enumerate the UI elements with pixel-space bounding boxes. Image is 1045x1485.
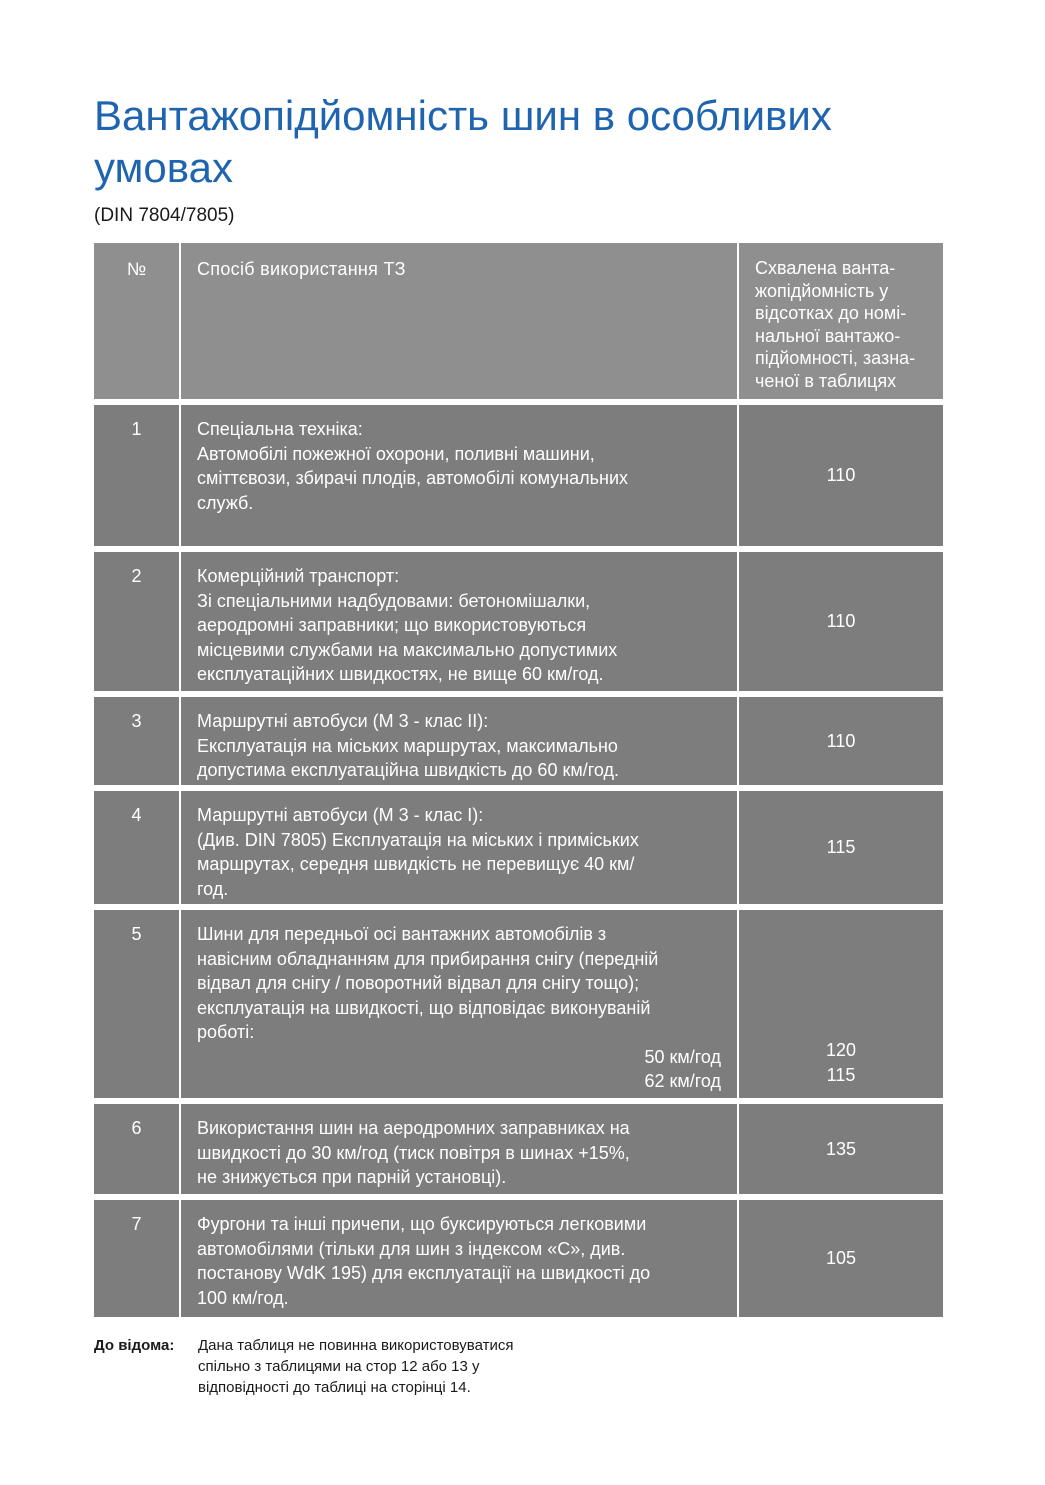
speed-line: 62 км/год [644,1071,721,1091]
description-line: експлуатація на швидкості, що відповідає виконуваній [197,997,651,1018]
table-row [94,552,943,691]
description-line: Автомобілі пожежної охорони, поливні машини, [197,443,595,464]
description-line: Використання шин на аеродромних заправниках на [197,1118,630,1138]
row-number: 1 [94,405,181,546]
capacity-value: 120 [825,1040,857,1060]
description-line: Комерційний транспорт: [197,566,400,586]
table-row [94,910,943,1098]
table-row [94,697,943,785]
description-line: (Див. DIN 7805) Експлуатація на міських і приміських [197,829,639,850]
row-capacity-value: 115 [826,837,856,858]
row-description [181,552,739,691]
row-capacity-value: 110 [826,611,856,632]
row-capacity-value: 110 [826,730,856,751]
description-line: допустима експлуатаційна швидкість до 60 км/год. [197,760,619,780]
table-row [94,405,943,546]
row-capacity-value: 105 [825,1248,857,1269]
description-line: Спеціальна техніка: [197,419,363,439]
description-line: роботі: [197,1022,255,1042]
description-line: служб. [197,492,254,513]
load-capacity-table [94,243,943,1323]
header-capacity: Схвалена ванта- жопідйомність у відсотках до номі- нальної вантажо- підйомності, зазна- ченої в таблицях [755,258,916,391]
footnote-text [198,1335,578,1398]
speed-line: 50 км/год [644,1046,721,1067]
page-subtitle: (DIN 7804/7805) [94,205,235,226]
row-number: 4 [94,791,181,904]
description-line: відвал для снігу / поворотний відвал для снігу тощо); [197,973,640,993]
row-capacity-values [739,910,943,1098]
row-number: 5 [94,910,181,1098]
description-line: год. [197,878,229,899]
description-line: місцевими службами на максимально допустимих [197,639,618,660]
description-line: Експлуатація на міських маршрутах, максимально [197,735,618,756]
description-line: Фургони та інші причепи, що буксируються легковими [197,1214,647,1234]
row-number: 2 [94,552,181,691]
speed-list [197,1045,721,1094]
footnote-label: До відома: [94,1337,175,1354]
row-description [181,1200,739,1317]
footnote-line: Дана таблиця не повинна використовуватися [198,1337,514,1354]
header-usage: Спосіб використання ТЗ [181,243,739,399]
description-line: автомобілями (тільки для шин з індексом «C», див. [197,1238,626,1259]
footnote [94,1335,954,1398]
header-num: № [94,243,181,399]
description-line: аеродромні заправники; що використовуються [197,615,587,635]
row-description [181,1104,739,1194]
row-description [181,697,739,785]
capacity-value: 115 [826,1065,856,1085]
row-description [181,405,739,546]
description-line: навісним обладнанням для прибирання снігу (передній [197,948,659,969]
footnote-line: відповідності до таблиці на сторінці 14. [198,1379,471,1396]
description-line: постанову WdK 195) для експлуатації на швидкості до [197,1263,651,1283]
page-title: Вантажопідйомність шин в особливих умовах [94,92,832,191]
description-line: Зі спеціальними надбудовами: бетономішалки, [197,590,591,611]
description-line: експлуатаційних швидкостях, не вище 60 км/год. [197,664,604,684]
description-line: 100 км/год. [197,1287,289,1308]
description-line: Шини для передньої осі вантажних автомобілів з [197,924,607,944]
description-line: Маршрутні автобуси (M 3 - клас II): [197,711,489,731]
row-number: 3 [94,697,181,785]
description-line: швидкості до 30 км/год (тиск повітря в шинах +15%, [197,1142,630,1163]
description-line: Маршрутні автобуси (M 3 - клас I): [197,805,484,825]
table-row [94,1200,943,1317]
row-number: 6 [94,1104,181,1194]
description-line: не знижується при парній установці). [197,1167,507,1187]
row-description [181,791,739,904]
description-line: маршрутах, середня швидкість не перевищує 40 км/ [197,854,635,874]
description-line: сміттєвози, збирачі плодів, автомобілі комунальних [197,468,628,488]
row-number: 7 [94,1200,181,1317]
table-row [94,1104,943,1194]
table-header-row [94,243,943,399]
row-capacity-value: 135 [825,1138,857,1159]
row-description [181,910,739,1098]
row-capacity-value: 110 [826,465,856,486]
footnote-line: спільно з таблицями на стор 12 або 13 у [198,1358,480,1375]
table-row [94,791,943,904]
